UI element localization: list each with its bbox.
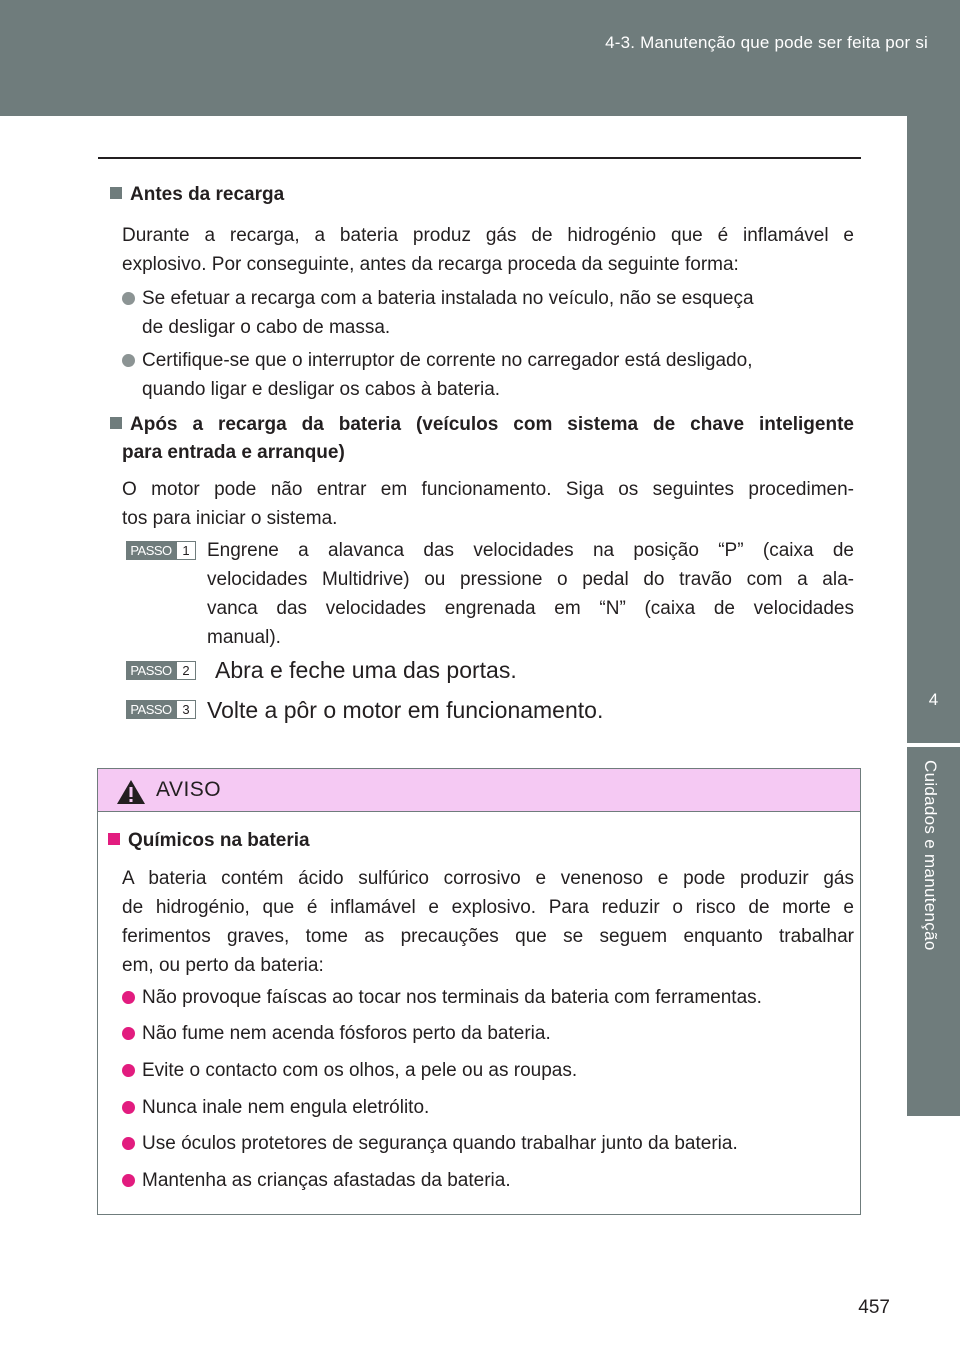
warning-bullet: Mantenha as crianças afastadas da bateria. [122, 1166, 511, 1195]
side-tab [907, 116, 960, 743]
step-1-text: Engrene a alavanca das velocidades na posição “P” (caixa de velocidades Multidrive) ou pressione o pedal do travão com a ala- vanca das velocidades engrenada em “N” (caixa de velocidades manual). [207, 540, 854, 648]
bullet-item: Se efetuar a recarga com a bateria instalada no veículo, não se esqueça de desligar o cabo de massa. [122, 284, 854, 342]
section-title: 4-3. Manutenção que pode ser feita por si [605, 33, 928, 52]
warning-heading: Químicos na bateria [108, 827, 310, 855]
warning-paragraph: A bateria contém ácido sulfúrico corrosivo e venenoso e pode produzir gás de hidrogénio, que é inflamável e explosivo. Para reduzir o risco de morte e ferimentos graves, tome as precauções que se seguem enquanto trabalhar em, ou perto da bateria: [122, 868, 854, 976]
round-bullet-icon [122, 991, 135, 1004]
top-rule [98, 157, 861, 159]
warning-bullet: Evite o contacto com os olhos, a pele ou as roupas. [122, 1056, 577, 1085]
section-paragraph: Durante a recarga, a bateria produz gás de hidrogénio que é inflamável e explosivo. Por conseguinte, antes da recarga proceda da seguinte forma: [122, 225, 854, 275]
warning-bullet: Não fume nem acenda fósforos perto da bateria. [122, 1019, 551, 1048]
header-band [0, 0, 960, 116]
step-badge-3: PASSO 3 [126, 700, 196, 719]
warning-bullet: Use óculos protetores de segurança quando trabalhar junto da bateria. [122, 1129, 738, 1158]
warning-header [98, 769, 860, 812]
round-bullet-icon [122, 354, 135, 367]
step-badge-2: PASSO 2 [126, 661, 196, 680]
round-bullet-icon [122, 1064, 135, 1077]
square-bullet-icon [108, 833, 120, 845]
section-heading-after-charge: Após a recarga da bateria (veículos com sistema de chave inteligente para entrada e arranque) [110, 411, 854, 467]
round-bullet-icon [122, 1174, 135, 1187]
warning-triangle-icon [116, 779, 146, 805]
warning-title: AVISO [156, 778, 222, 801]
warning-bullet: Nunca inale nem engula eletrólito. [122, 1093, 429, 1122]
section-paragraph: O motor pode não entrar em funcionamento. Siga os seguintes procedimen- tos para iniciar o sistema. [122, 479, 854, 529]
round-bullet-icon [122, 292, 135, 305]
square-bullet-icon [110, 187, 122, 199]
square-bullet-icon [110, 417, 122, 429]
page-number: 457 [858, 1297, 890, 1318]
round-bullet-icon [122, 1137, 135, 1150]
chapter-label: Cuidados e manutenção [921, 760, 940, 951]
step-3-text: Volte a pôr o motor em funcionamento. [207, 697, 604, 723]
round-bullet-icon [122, 1027, 135, 1040]
chapter-number: 4 [928, 690, 939, 709]
warning-bullet: Não provoque faíscas ao tocar nos terminais da bateria com ferramentas. [122, 983, 762, 1012]
round-bullet-icon [122, 1101, 135, 1114]
bullet-item: Certifique-se que o interruptor de corrente no carregador está desligado, quando ligar e desligar os cabos à bateria. [122, 346, 854, 404]
step-badge-1: PASSO 1 [126, 541, 196, 560]
section-heading-before-charge: Antes da recarga [110, 181, 284, 209]
step-2-text: Abra e feche uma das portas. [215, 657, 517, 683]
